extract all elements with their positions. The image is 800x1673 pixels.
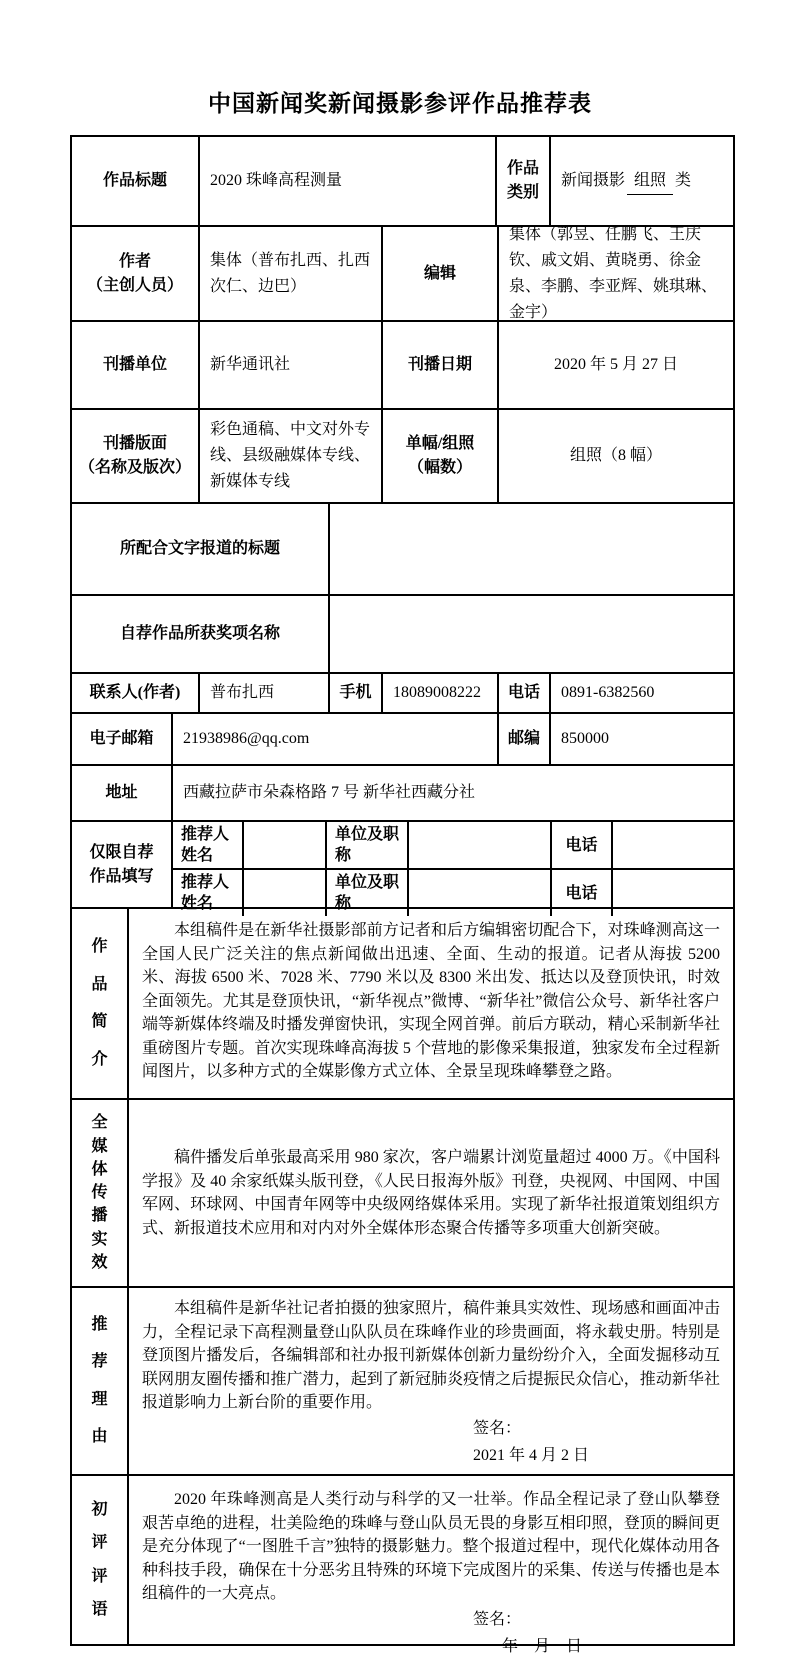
phone-label-text: 电话 <box>507 684 540 701</box>
layout-label-line1: 刊播版面 <box>102 435 167 452</box>
row-intro <box>72 909 733 1100</box>
editor-value <box>499 227 733 320</box>
phone-value <box>551 674 733 712</box>
address-value-text: 西藏拉萨市朵森格路 7 号 新华社西藏分社 <box>183 784 476 801</box>
recommend-reason-label: 推 荐 理 由 <box>72 1288 129 1474</box>
publisher-value-text: 新华通讯社 <box>210 356 291 373</box>
publish-date-value <box>499 322 733 408</box>
photo-count-label-line1: 单幅/组照 <box>405 435 475 452</box>
address-label-text: 地址 <box>105 784 138 801</box>
row-work-title <box>72 137 733 227</box>
recommend-reason-paragraph: 本组稿件是新华社记者拍摄的独家照片，稿件兼具实效性、现场感和画面冲击力，全程记录下高程测量登山队队员在珠峰作业的珍贵画面，将永载史册。特别是登顶图片播发后，各编辑部和社办报刊新媒体创新力量纷纷介入，全面发掘移动互联网朋友圈传播和推广潜力，起到了新冠肺炎疫情之后提振民众信心，推动新华社报道影响力上新台阶的重要作用。 <box>142 1300 720 1411</box>
text-report-title-label-text: 所配合文字报道的标题 <box>119 540 280 557</box>
publish-date-label-text: 刊播日期 <box>407 356 472 373</box>
work-title-label <box>72 137 200 225</box>
recommender-phone-label-1-text: 电话 <box>565 836 598 854</box>
category-suffix: 类 <box>675 172 692 189</box>
preliminary-review-paragraph: 2020 年珠峰测高是人类行动与科学的又一壮举。作品全程记录了登山队攀登艰苦卓绝的进程，壮美险绝的珠峰与登山队员无畏的身影互相印照，登顶的瞬间更是充分体现了“一图胜千言”独特的摄影魅力。整个报道过程中，现代化媒体动用各种科技手段，确保在十分恶劣且特殊的环境下完成图片的采集、传送与传播也是本组稿件的一大亮点。 <box>142 1491 720 1602</box>
recommender-phone-label-1 <box>552 822 613 868</box>
intro-paragraph: 本组稿件是在新华社摄影部前方记者和后方编辑密切配合下，对珠峰测高这一全国人民广泛关注的焦点新闻做出迅速、全面、生动的报道。记者从海拔 5200 米、海拔 6500 米、7028 米、7790 米以及 8300 米出发、抵达以及登顶快讯，时效全面领先。尤其是登顶快讯，“新华视点”微博、“新华社”微信公众号、新华社客户端等新媒体终端及时播发弹窗快讯，实现全网首弹。前后方联动，精心采制新华社重磅图片专题。首次实现珠峰高海拔 5 个营地的影像采集报道，独家发布全过程新闻图片，以多种方式的全媒影像方式立体、全景呈现珠峰攀登之路。 <box>142 922 720 1080</box>
email-label-text: 电子邮箱 <box>89 730 154 747</box>
publisher-value <box>200 322 383 408</box>
reason-signature-label: 签名： <box>473 1419 522 1437</box>
recommender-phone-label-2-text: 电话 <box>565 884 598 902</box>
row-author <box>72 227 733 322</box>
self-recommend-label <box>72 822 173 907</box>
author-label-line2: （主创人员） <box>86 276 183 294</box>
work-title-value <box>200 137 497 225</box>
recommender-unit-label-1 <box>327 822 409 868</box>
media-effect-label: 全 媒 体 传 播 实 效 <box>72 1100 129 1286</box>
zip-label <box>499 714 551 764</box>
self-award-value <box>330 596 733 672</box>
row-self-recommend <box>72 822 733 912</box>
recommender-phone-value-1 <box>613 822 733 868</box>
review-signature-label: 签名： <box>473 1610 522 1628</box>
media-effect-paragraph: 稿件播发后单张最高采用 980 家次，客户端累计浏览量超过 4000 万。《中国科学报》及 40 余家纸媒头版刊登，《人民日报海外版》刊登，央视网、中国网、中国军网、环球网、中国青年网等中央级网络媒体采用。实现了新华社报道策划组织方式、新报道技术应用和对内对外全媒体形态聚合传播等多项重大创新突破。 <box>142 1149 720 1237</box>
editor-label-text: 编辑 <box>423 264 456 282</box>
recommender-name-label-2-text: 推荐人姓名 <box>181 874 230 912</box>
address-value <box>173 766 733 820</box>
mobile-label-text: 手机 <box>339 684 372 701</box>
self-recommend-label-text: 仅限自荐作品填写 <box>89 843 154 885</box>
row-layout <box>72 410 733 504</box>
mobile-value-text: 18089008222 <box>393 684 481 701</box>
text-report-title-value <box>330 504 733 594</box>
work-title-label-text: 作品标题 <box>102 172 167 189</box>
mobile-label <box>330 674 383 712</box>
preliminary-review-content <box>129 1476 733 1655</box>
author-value-text: 集体（普布扎西、扎西次仁、边巴） <box>210 251 371 295</box>
category-label-line2: 类别 <box>506 184 539 201</box>
publisher-label <box>72 322 200 408</box>
intro-label: 作 品 简 介 <box>72 909 129 1098</box>
row-email <box>72 714 733 766</box>
row-address <box>72 766 733 822</box>
mobile-value <box>383 674 499 712</box>
layout-value-text: 彩色通稿、中文对外专线、县级融媒体专线、新媒体专线 <box>210 421 371 490</box>
email-value <box>173 714 499 764</box>
photo-count-value <box>499 410 733 502</box>
media-effect-content <box>129 1100 733 1286</box>
reason-signature-date: 2021 年 4 月 2 日 <box>473 1446 590 1464</box>
contact-value-text: 普布扎西 <box>210 684 275 701</box>
recommender-unit-label-1-text: 单位及职称 <box>335 826 400 864</box>
publisher-label-text: 刊播单位 <box>102 356 167 373</box>
recommender-name-label-1-text: 推荐人姓名 <box>181 826 230 864</box>
layout-label <box>72 410 200 502</box>
category-label <box>497 137 551 225</box>
address-label <box>72 766 173 820</box>
author-value <box>200 227 383 320</box>
recommender-unit-value-1 <box>409 822 552 868</box>
zip-value-text: 850000 <box>561 730 609 747</box>
contact-value <box>200 674 330 712</box>
editor-value-text: 集体（郭昱、任鹏飞、王庆钦、戚文娟、黄晓勇、徐金泉、李鹏、李亚辉、姚琪琳、金宇） <box>509 225 718 321</box>
text-report-title-label <box>72 504 330 594</box>
review-signature-date: 年 月 日 <box>502 1637 583 1655</box>
phone-label <box>499 674 551 712</box>
photo-count-label-line2: （幅数） <box>407 459 472 476</box>
photo-count-label <box>383 410 499 502</box>
row-preliminary-review <box>72 1476 733 1655</box>
row-self-award <box>72 596 733 674</box>
work-title-value-text: 2020 珠峰高程测量 <box>210 172 343 189</box>
publish-date-value-text: 2020 年 5 月 27 日 <box>553 356 678 373</box>
phone-value-text: 0891-6382560 <box>561 684 655 701</box>
author-label <box>72 227 200 320</box>
photo-count-value-text: 组照（8 幅） <box>569 447 662 464</box>
row-media-effect <box>72 1100 733 1288</box>
recommender-name-value-1 <box>244 822 327 868</box>
category-underlined: 组照 <box>627 168 673 195</box>
recommender-unit-label-2-text: 单位及职称 <box>335 874 400 912</box>
zip-value <box>551 714 733 764</box>
self-recommend-subrow-1 <box>173 822 733 870</box>
row-text-report-title <box>72 504 733 596</box>
page-title: 中国新闻奖新闻摄影参评作品推荐表 <box>208 91 592 116</box>
recommender-name-label-1 <box>173 822 244 868</box>
category-value <box>551 137 733 225</box>
layout-label-line2: （名称及版次） <box>78 459 191 476</box>
row-publisher <box>72 322 733 410</box>
recommendation-form-table <box>70 135 735 1655</box>
preliminary-review-label: 初 评 评 语 <box>72 1476 129 1644</box>
zip-label-text: 邮编 <box>507 730 540 747</box>
self-recommend-subrows <box>173 822 733 912</box>
author-label-line1: 作者 <box>118 252 151 270</box>
layout-value <box>200 410 383 502</box>
editor-label <box>383 227 499 320</box>
email-label <box>72 714 173 764</box>
contact-label <box>72 674 200 712</box>
category-label-line1: 作品 <box>506 160 539 177</box>
contact-label-text: 联系人(作者) <box>89 684 181 701</box>
self-award-label-text: 自荐作品所获奖项名称 <box>119 625 280 642</box>
category-prefix: 新闻摄影 <box>561 172 626 189</box>
email-value-text: 21938986@qq.com <box>183 730 310 747</box>
row-contact <box>72 674 733 714</box>
publish-date-label <box>383 322 499 408</box>
self-award-label <box>72 596 330 672</box>
row-recommend-reason <box>72 1288 733 1476</box>
intro-content <box>129 909 733 1098</box>
recommend-reason-content <box>129 1288 733 1474</box>
